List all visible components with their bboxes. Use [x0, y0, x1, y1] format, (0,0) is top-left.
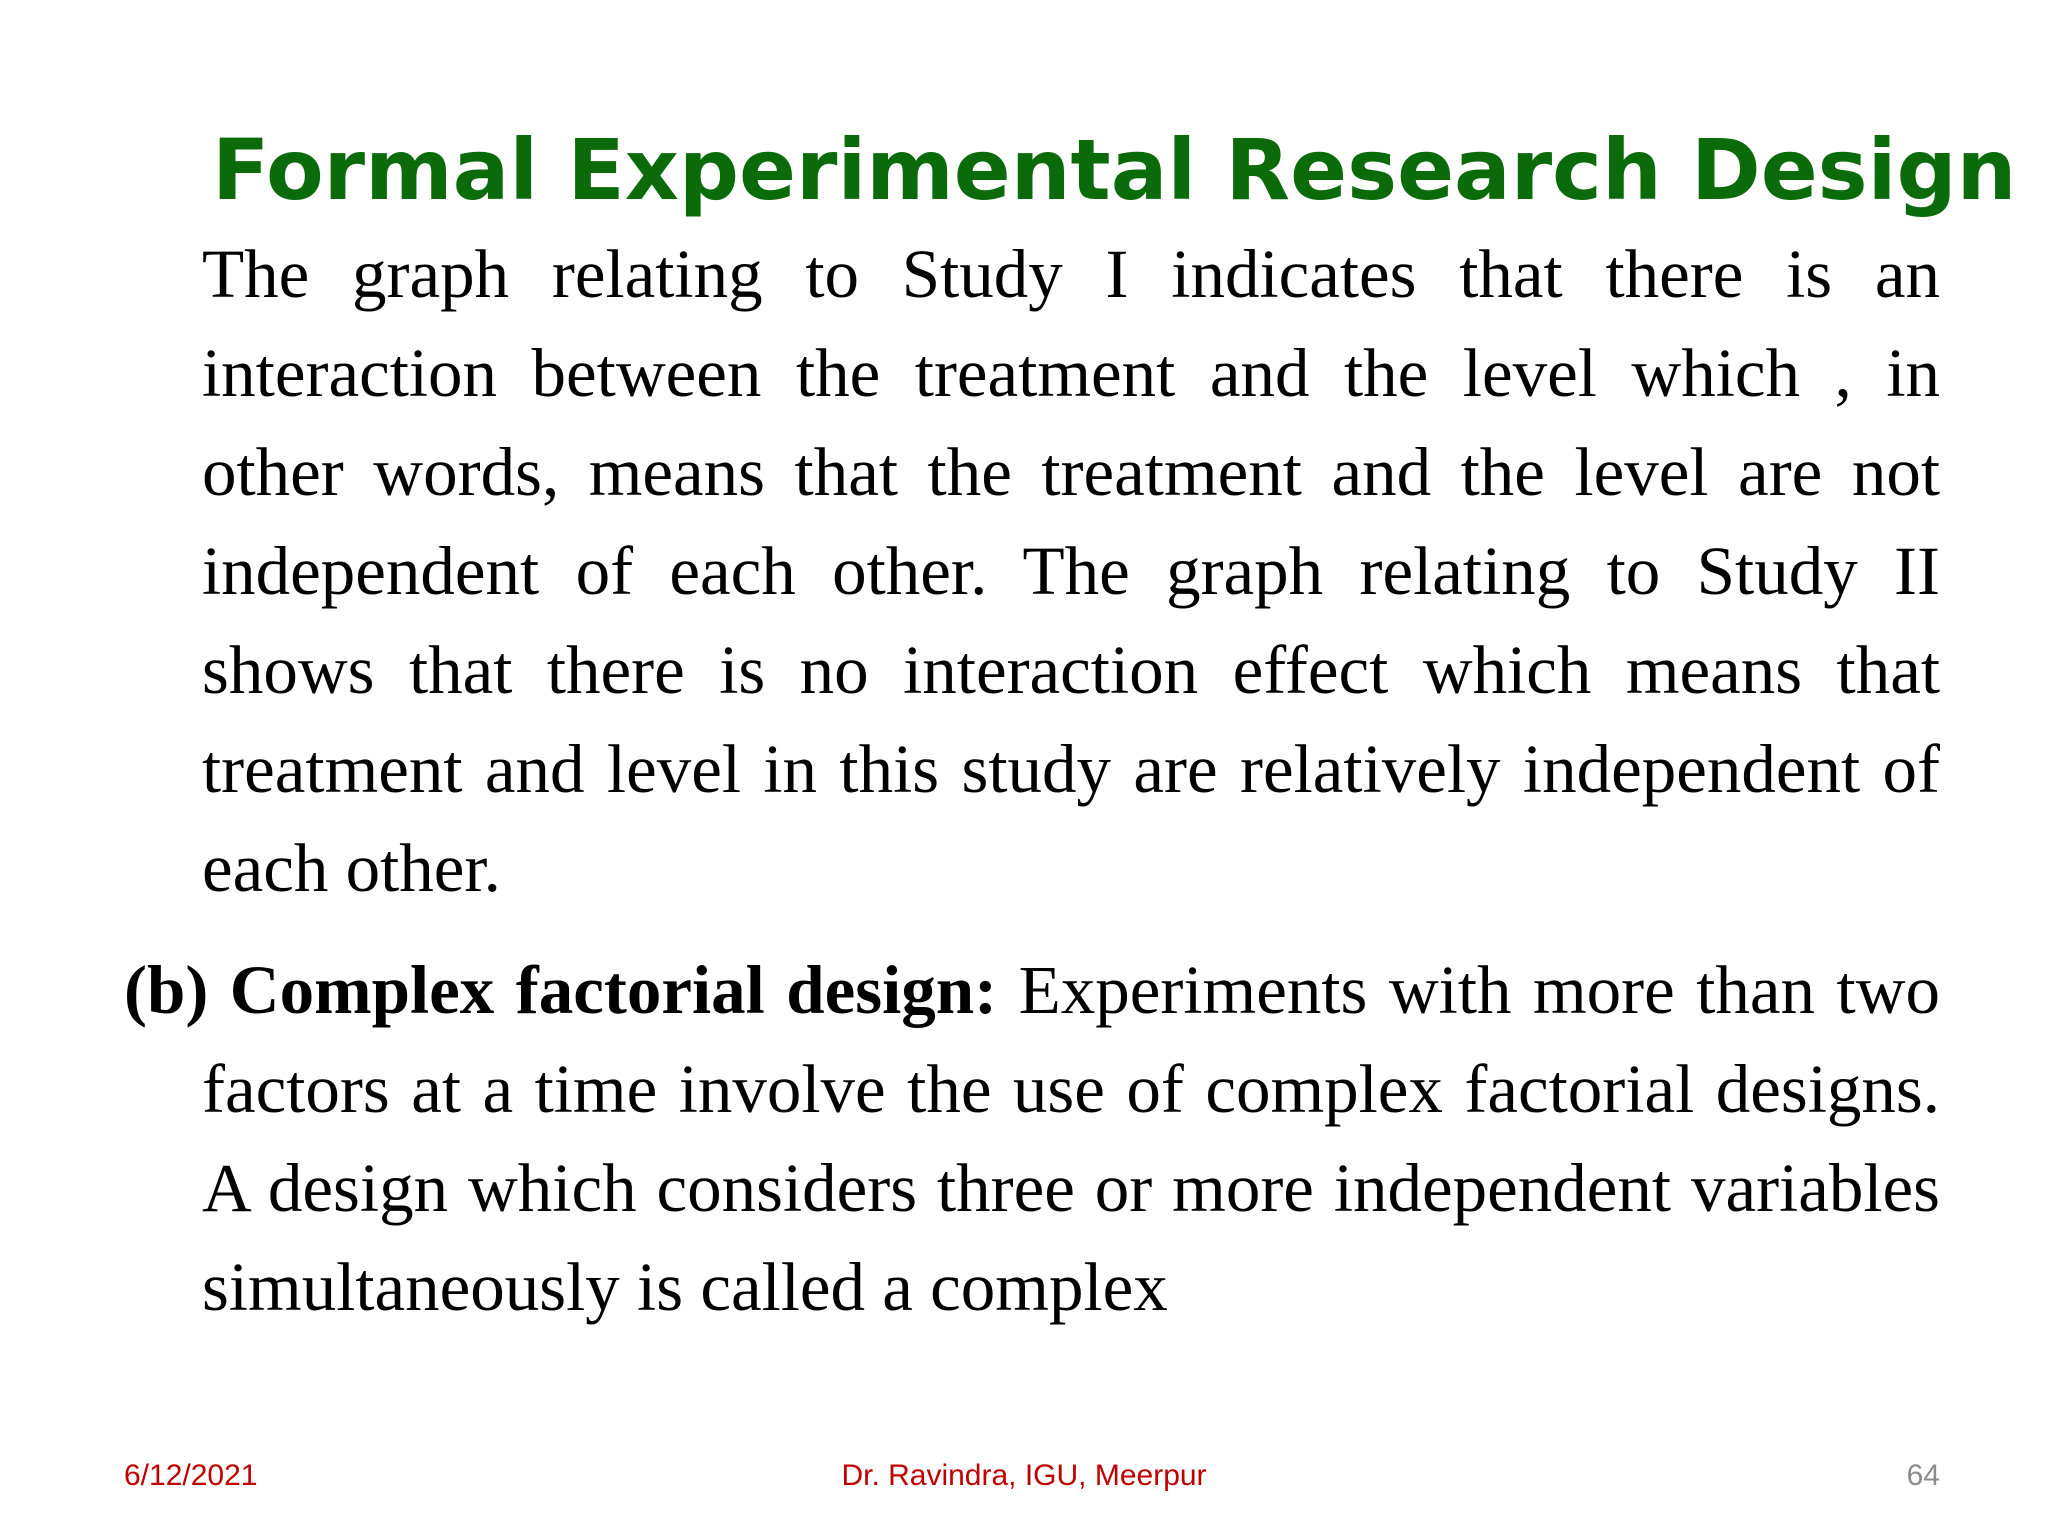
body-paragraph-complex-factorial — [124, 941, 1940, 1337]
complex-factorial-text — [124, 941, 1940, 1337]
page-number: 64 — [1906, 1459, 1940, 1492]
slide-title: Formal Experimental Research Design — [212, 121, 2017, 219]
complex-factorial-heading: (b) Complex factorial design: — [124, 952, 998, 1028]
footer-author: Dr. Ravindra, IGU, Meerpur — [841, 1459, 1207, 1492]
body-paragraph-study: The graph relating to Study I indicates that there is an interaction between the treatment and the level which , in other words, means that the treatment and the level are not independent of each other. The graph relating to Study II shows that there is no interaction effect which means that treatment and level in this study are relatively independent of each other. — [202, 236, 1940, 906]
complex-factorial-body: Experiments with more than two factors at a time involve the use of complex factorial designs. A design which considers three or more independent variables simultaneously is called a complex — [202, 952, 1940, 1325]
footer-date: 6/12/2021 — [124, 1459, 258, 1492]
